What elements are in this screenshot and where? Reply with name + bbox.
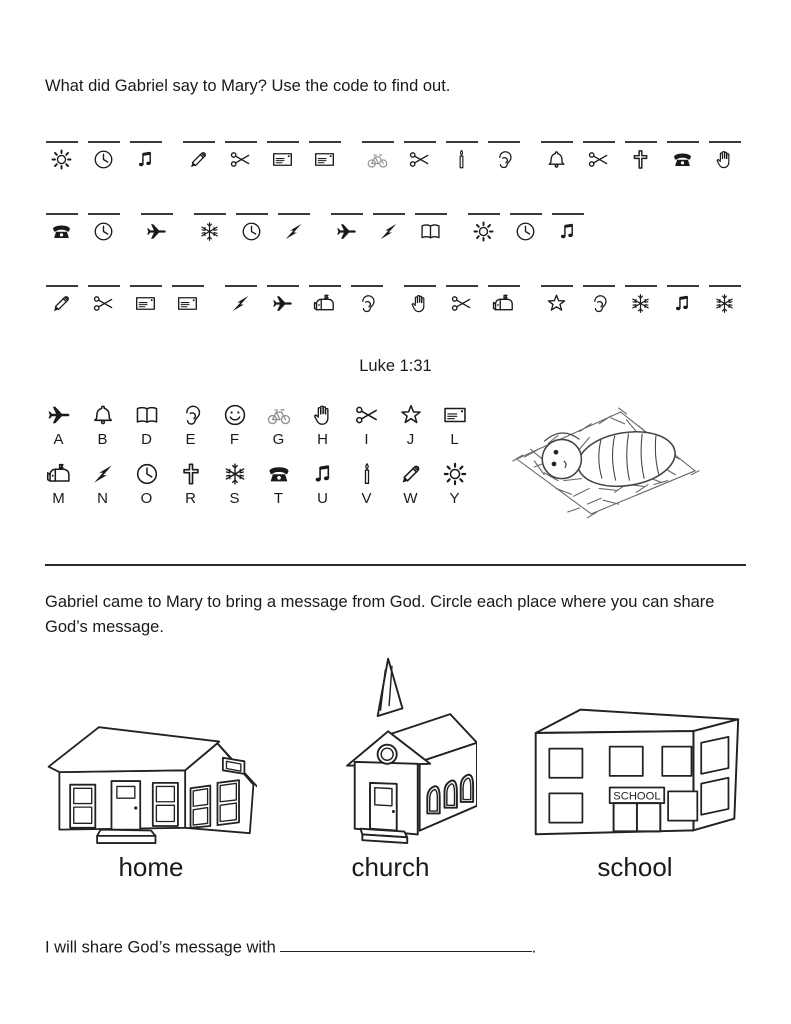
- snowflake-icon: [629, 292, 652, 315]
- code-row: [45, 285, 746, 317]
- fill-in-suffix: .: [531, 938, 537, 957]
- book-icon: [134, 402, 160, 428]
- answer-blank-line[interactable]: [130, 141, 162, 143]
- code-cell[interactable]: [403, 285, 436, 315]
- fill-in-blank[interactable]: [280, 935, 532, 953]
- answer-blank-line[interactable]: [46, 285, 78, 287]
- answer-blank-line[interactable]: [183, 141, 215, 143]
- section2-instructions: Gabriel came to Mary to bring a message from God. Circle each place where you can share God’s message.: [45, 592, 715, 637]
- code-cell[interactable]: [445, 141, 478, 171]
- answer-blank-line[interactable]: [267, 285, 299, 287]
- code-cell[interactable]: [45, 141, 78, 171]
- key-letter: R: [185, 489, 196, 507]
- key-letter: E: [185, 430, 196, 448]
- code-cell[interactable]: [540, 141, 573, 171]
- school-illustration[interactable]: [524, 696, 746, 844]
- pencil-icon: [187, 148, 210, 171]
- code-cell[interactable]: [582, 285, 615, 315]
- code-cell[interactable]: [666, 141, 699, 171]
- telephone-icon: [671, 148, 694, 171]
- envelope-icon: [134, 292, 157, 315]
- answer-blank-line[interactable]: [625, 285, 657, 287]
- music-note-icon: [134, 148, 157, 171]
- answer-blank-line[interactable]: [446, 141, 478, 143]
- page-title: What did Gabriel say to Mary? Use the code to find out.: [45, 77, 451, 95]
- airplane-icon: [335, 220, 358, 243]
- answer-blank-line[interactable]: [541, 141, 573, 143]
- answer-blank-line[interactable]: [309, 285, 341, 287]
- key-entry: [45, 461, 72, 507]
- key-letter: V: [361, 489, 372, 507]
- ear-icon: [355, 292, 378, 315]
- answer-blank-line[interactable]: [194, 213, 226, 215]
- key-entry: [221, 402, 248, 448]
- answer-blank-line[interactable]: [667, 285, 699, 287]
- place-label-school: school: [597, 851, 673, 882]
- clock-icon: [514, 220, 537, 243]
- verse-reference: Luke 1:31: [359, 356, 432, 375]
- answer-blank-line[interactable]: [88, 141, 120, 143]
- clock-icon: [134, 461, 160, 487]
- clock-icon: [92, 148, 115, 171]
- fill-in-prefix: I will share God’s message with: [45, 938, 276, 957]
- hand-icon: [713, 148, 736, 171]
- bicycle-icon: [266, 402, 292, 428]
- code-word: [330, 213, 447, 243]
- code-cell[interactable]: [129, 285, 162, 315]
- places-row: [45, 653, 746, 883]
- airplane-icon: [46, 402, 72, 428]
- key-letter: T: [273, 489, 284, 507]
- answer-blank-line[interactable]: [541, 285, 573, 287]
- answer-blank-line[interactable]: [552, 213, 584, 215]
- key-letter: A: [53, 430, 64, 448]
- key-entry: [265, 461, 292, 507]
- code-cell[interactable]: [361, 141, 394, 171]
- star-icon: [545, 292, 568, 315]
- answer-blank-line[interactable]: [351, 285, 383, 287]
- code-cell[interactable]: [708, 285, 741, 315]
- answer-blank-line[interactable]: [172, 285, 204, 287]
- clock-icon: [92, 220, 115, 243]
- answer-blank-line[interactable]: [331, 213, 363, 215]
- scissors-icon: [229, 148, 252, 171]
- lightning-icon: [282, 220, 305, 243]
- answer-blank-line[interactable]: [88, 213, 120, 215]
- key-letter: Y: [449, 489, 460, 507]
- answer-blank-line[interactable]: [236, 213, 268, 215]
- star-icon: [398, 402, 424, 428]
- code-cell[interactable]: [45, 213, 78, 243]
- code-puzzle: [45, 141, 746, 317]
- envelope-icon: [313, 148, 336, 171]
- decoder-key-section: [45, 402, 746, 534]
- key-letter: G: [272, 430, 285, 448]
- code-cell[interactable]: [277, 213, 310, 243]
- answer-blank-line[interactable]: [141, 213, 173, 215]
- code-cell[interactable]: [330, 213, 363, 243]
- church-illustration[interactable]: [305, 653, 477, 844]
- answer-blank-line[interactable]: [309, 141, 341, 143]
- answer-blank-line[interactable]: [130, 285, 162, 287]
- key-entry: [353, 461, 380, 507]
- code-cell[interactable]: [308, 141, 341, 171]
- sun-icon: [442, 461, 468, 487]
- key-letter: U: [317, 489, 328, 507]
- key-entry: [441, 461, 468, 507]
- scissors-icon: [450, 292, 473, 315]
- code-row: [45, 213, 746, 245]
- answer-blank-line[interactable]: [362, 141, 394, 143]
- snowflake-icon: [222, 461, 248, 487]
- key-entry: [353, 402, 380, 448]
- bicycle-icon: [366, 148, 389, 171]
- hand-icon: [310, 402, 336, 428]
- code-cell[interactable]: [193, 213, 226, 243]
- code-cell[interactable]: [487, 141, 520, 171]
- lightning-icon: [377, 220, 400, 243]
- code-cell[interactable]: [224, 141, 257, 171]
- code-word: [224, 285, 383, 315]
- book-icon: [419, 220, 442, 243]
- place-school: [524, 696, 746, 883]
- candle-icon: [354, 461, 380, 487]
- key-entry: [309, 461, 336, 507]
- cross-icon: [629, 148, 652, 171]
- smiley-icon: [222, 402, 248, 428]
- code-cell[interactable]: [487, 285, 520, 315]
- school-sign-text: SCHOOL: [613, 790, 661, 803]
- key-entry: [397, 461, 424, 507]
- code-cell[interactable]: [624, 285, 657, 315]
- snowflake-icon: [713, 292, 736, 315]
- home-illustration[interactable]: [45, 702, 257, 844]
- key-letter: N: [97, 489, 108, 507]
- key-entry: [221, 461, 248, 507]
- key-entry: [177, 461, 204, 507]
- answer-blank-line[interactable]: [373, 213, 405, 215]
- answer-blank-line[interactable]: [404, 285, 436, 287]
- answer-blank-line[interactable]: [510, 213, 542, 215]
- place-label-home: home: [118, 851, 184, 882]
- code-word: [45, 141, 162, 171]
- key-entry: [265, 402, 292, 448]
- ear-icon: [587, 292, 610, 315]
- code-cell[interactable]: [372, 213, 405, 243]
- scissors-icon: [354, 402, 380, 428]
- answer-blank-line[interactable]: [404, 141, 436, 143]
- code-word: [45, 285, 204, 315]
- code-word: [467, 213, 584, 243]
- place-church: [305, 653, 477, 883]
- code-word: [403, 285, 520, 315]
- ear-icon: [492, 148, 515, 171]
- music-note-icon: [671, 292, 694, 315]
- key-letter: B: [97, 430, 108, 448]
- code-cell[interactable]: [140, 213, 173, 243]
- answer-blank-line[interactable]: [709, 285, 741, 287]
- music-note-icon: [310, 461, 336, 487]
- answer-blank-line[interactable]: [415, 213, 447, 215]
- fill-in-sentence: [45, 935, 746, 958]
- code-cell[interactable]: [582, 141, 615, 171]
- envelope-icon: [271, 148, 294, 171]
- code-word: [540, 141, 741, 171]
- place-label-church: church: [351, 851, 430, 882]
- bell-icon: [545, 148, 568, 171]
- scissors-icon: [408, 148, 431, 171]
- code-cell[interactable]: [509, 213, 542, 243]
- answer-blank-line[interactable]: [709, 141, 741, 143]
- telephone-icon: [50, 220, 73, 243]
- code-cell[interactable]: [403, 141, 436, 171]
- airplane-icon: [271, 292, 294, 315]
- key-entry: [177, 402, 204, 448]
- ear-icon: [178, 402, 204, 428]
- sun-icon: [50, 148, 73, 171]
- key-letter: H: [317, 430, 328, 448]
- baby-in-manger-illustration: [505, 398, 701, 524]
- answer-blank-line[interactable]: [583, 285, 615, 287]
- cross-icon: [178, 461, 204, 487]
- place-home: [45, 702, 257, 883]
- code-cell[interactable]: [414, 213, 447, 243]
- key-entry: [133, 402, 160, 448]
- answer-blank-line[interactable]: [667, 141, 699, 143]
- answer-blank-line[interactable]: [583, 141, 615, 143]
- key-letter: O: [140, 489, 153, 507]
- envelope-icon: [176, 292, 199, 315]
- answer-blank-line[interactable]: [46, 141, 78, 143]
- sun-icon: [472, 220, 495, 243]
- code-word: [140, 213, 173, 243]
- pencil-icon: [398, 461, 424, 487]
- key-entry: [45, 402, 72, 448]
- key-entry: [133, 461, 160, 507]
- answer-blank-line[interactable]: [46, 213, 78, 215]
- pencil-icon: [50, 292, 73, 315]
- code-cell[interactable]: [87, 141, 120, 171]
- code-cell[interactable]: [467, 213, 500, 243]
- code-cell[interactable]: [666, 285, 699, 315]
- answer-blank-line[interactable]: [446, 285, 478, 287]
- key-letter: L: [450, 430, 459, 448]
- key-letter: J: [406, 430, 415, 448]
- code-cell[interactable]: [87, 285, 120, 315]
- code-word: [361, 141, 520, 171]
- airplane-icon: [145, 220, 168, 243]
- key-letter: W: [403, 489, 418, 507]
- answer-blank-line[interactable]: [225, 285, 257, 287]
- code-cell[interactable]: [129, 141, 162, 171]
- code-cell[interactable]: [708, 141, 741, 171]
- answer-blank-line[interactable]: [267, 141, 299, 143]
- code-word: [45, 213, 120, 243]
- key-entry: [441, 402, 468, 448]
- hand-icon: [408, 292, 431, 315]
- bell-icon: [90, 402, 116, 428]
- lightning-icon: [90, 461, 116, 487]
- answer-blank-line[interactable]: [625, 141, 657, 143]
- code-cell[interactable]: [551, 213, 584, 243]
- envelope-icon: [442, 402, 468, 428]
- answer-blank-line[interactable]: [488, 285, 520, 287]
- key-letter: I: [364, 430, 369, 448]
- code-cell[interactable]: [540, 285, 573, 315]
- candle-icon: [450, 148, 473, 171]
- code-cell[interactable]: [266, 285, 299, 315]
- answer-blank-line[interactable]: [488, 141, 520, 143]
- answer-blank-line[interactable]: [88, 285, 120, 287]
- code-cell[interactable]: [235, 213, 268, 243]
- code-word: [193, 213, 310, 243]
- key-entry: [309, 402, 336, 448]
- code-cell[interactable]: [182, 141, 215, 171]
- mailbox-icon: [46, 461, 72, 487]
- code-cell[interactable]: [224, 285, 257, 315]
- key-letter: D: [141, 430, 152, 448]
- code-cell[interactable]: [45, 285, 78, 315]
- music-note-icon: [556, 220, 579, 243]
- code-word: [182, 141, 341, 171]
- code-cell[interactable]: [266, 141, 299, 171]
- key-entry: [89, 402, 116, 448]
- code-cell[interactable]: [308, 285, 341, 315]
- code-cell[interactable]: [87, 213, 120, 243]
- code-cell[interactable]: [350, 285, 383, 315]
- code-word: [540, 285, 741, 315]
- telephone-icon: [266, 461, 292, 487]
- code-cell[interactable]: [445, 285, 478, 315]
- answer-blank-line[interactable]: [278, 213, 310, 215]
- key-entry: [397, 402, 424, 448]
- lightning-icon: [229, 292, 252, 315]
- code-row: [45, 141, 746, 173]
- code-cell[interactable]: [624, 141, 657, 171]
- answer-blank-line[interactable]: [225, 141, 257, 143]
- section-divider: [45, 564, 746, 566]
- scissors-icon: [92, 292, 115, 315]
- key-letter: S: [229, 489, 240, 507]
- key-letter: F: [229, 430, 240, 448]
- scissors-icon: [587, 148, 610, 171]
- answer-blank-line[interactable]: [468, 213, 500, 215]
- clock-icon: [240, 220, 263, 243]
- key-entry: [89, 461, 116, 507]
- mailbox-icon: [313, 292, 336, 315]
- key-letter: M: [52, 489, 65, 507]
- snowflake-icon: [198, 220, 221, 243]
- mailbox-icon: [492, 292, 515, 315]
- code-cell[interactable]: [171, 285, 204, 315]
